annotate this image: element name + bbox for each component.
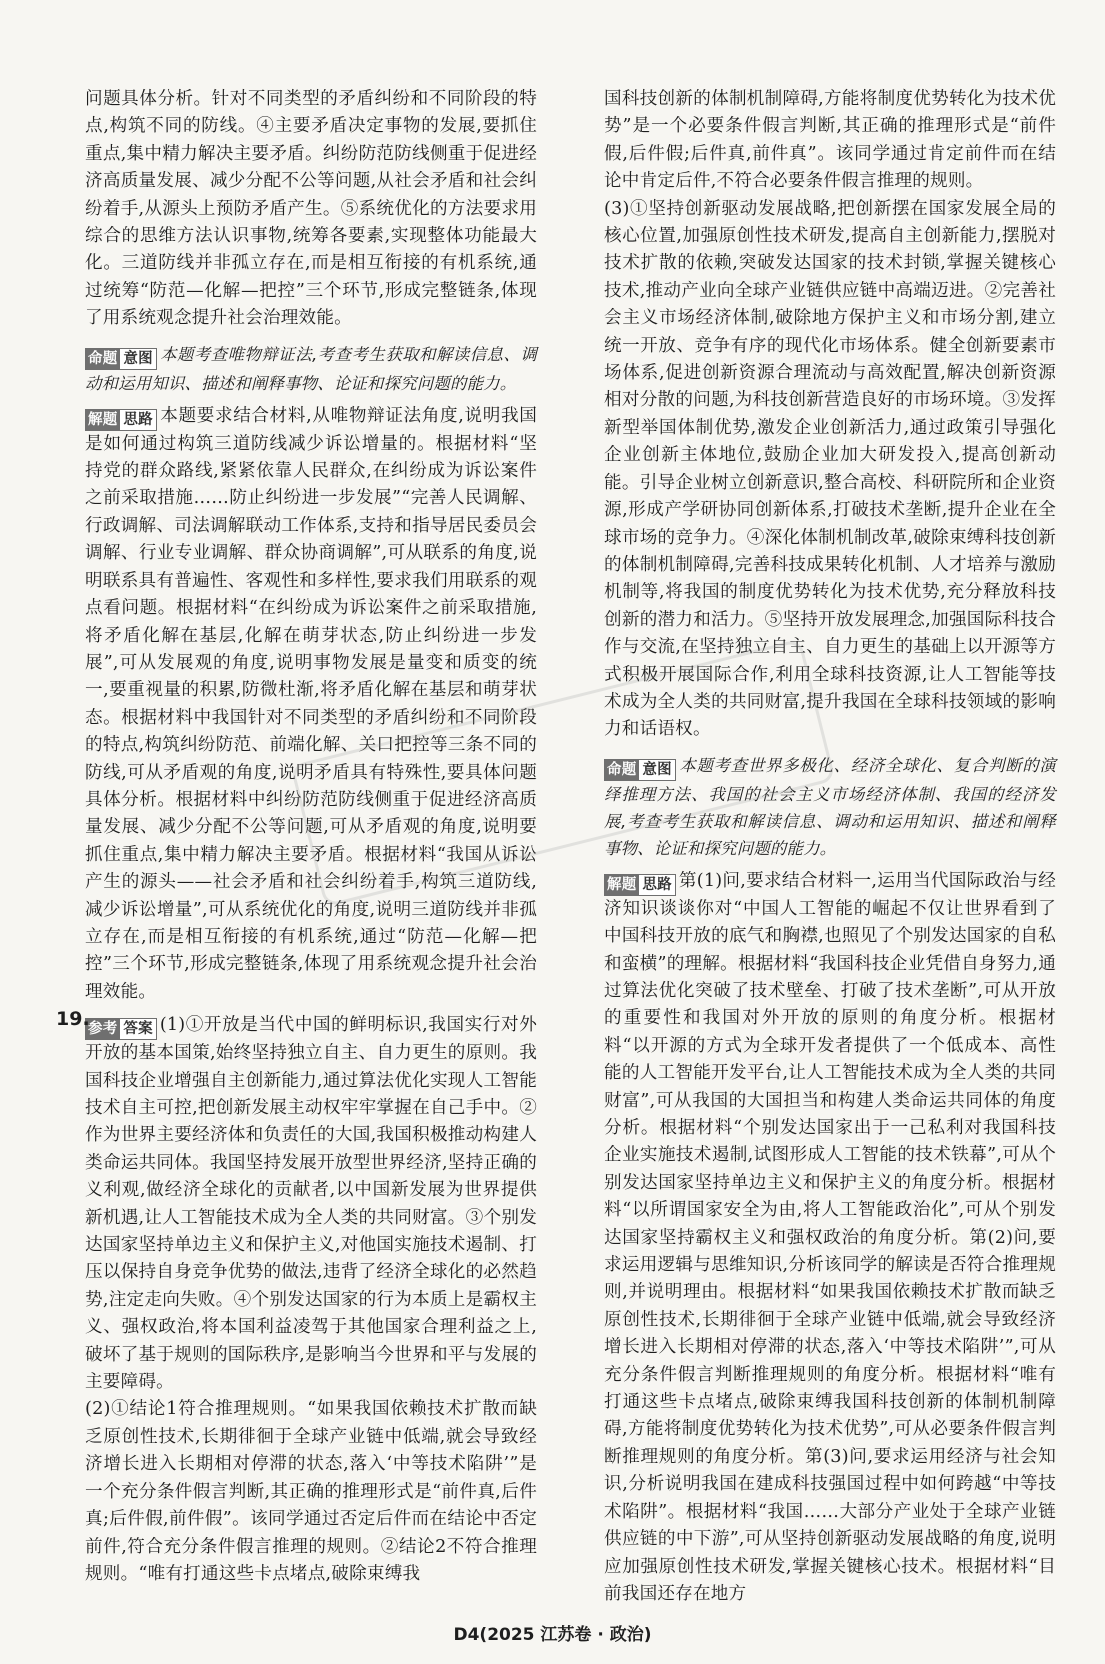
solution-approach-label: 解题 思路 (604, 874, 676, 896)
right-column (604, 86, 1056, 1608)
solution-approach-paragraph: 解题 思路 第(1)问,要求结合材料一,运用当代国际政治与经济知识谈谈你对“中国人工智能的崛起不仅让世界看到了中国科技开放的底气和胸襟,也照见了个别发达国家的自私和蛮横”的理解。根据材料“我国科技企业凭借自身努力,通过算法优化突破了技术壁垒、打破了技术垄断”,可从开放的重要性和我国对外开放的原则的角度分析。根据材料“以开源的方式为全球开发者提供了一个低成本、高性能的人工智能开发平台,让人工智能技术成为全人类的共同财富”,可从我国的大国担当和构建人类命运共同体的角度分析。根据材料“个别发达国家出于一己私利对我国科技企业实施技术遏制,试图形成人工智能的技术铁幕”,可从个别发达国家坚持单边主义和保护主义的角度分析。根据材料“以所谓国家安全为由,将人工智能政治化”,可从个别发达国家坚持霸权主义和强权政治的角度分析。第(2)问,要求运用逻辑与思维知识,分析该同学的解读是否符合推理规则,并说明理由。根据材料“如果我国依赖技术扩散而缺乏原创性技术,长期徘徊于全球产业链中低端,就会导致经济增长进入长期相对停滞的状态,落入‘中等技术陷阱’”,可从充分条件假言判断推理规则的角度分析。根据材料“唯有打通这些卡点堵点,破除束缚我国科技创新的体制机制障碍,方能将制度优势转化为技术优势”,可从必要条件假言判断推理规则的角度分析。第(3)问,要求运用经济与社会知识,分析说明我国在建成科技强国过程中如何跨越“中等技术陷阱”。根据材料“我国……大部分产业处于全球产业链供应链的中下游”,可从坚持创新驱动发展战略的角度,说明应加强原创性技术研发,掌握关键核心技术。根据材料“目前我国还存在地方 (604, 870, 1056, 1604)
reference-answer-part1: 参考 答案 (1)①开放是当代中国的鲜明标识,我国实行对外开放的基本国策,始终坚持独立自主、自力更生的原则。我国科技企业增强自主创新能力,通过算法优化实现人工智能技术自主可控,把创新发展主动权牢牢掌握在自己手中。②作为世界主要经济体和负责任的大国,我国积极推动构建人类命运共同体。我国坚持发展开放型世界经济,坚持正确的义利观,做经济全球化的贡献者,以中国新发展为世界提供新机遇,让人工智能技术成为全人类的共同财富。③个别发达国家坚持单边主义和保护主义,对他国实施技术遏制、打压以保持自身竞争优势的做法,违背了经济全球化的必然趋势,注定走向失败。④个别发达国家的行为本质上是霸权主义、强权政治,将本国利益凌驾于其他国家合理利益之上,破坏了基于规则的国际秩序,是影响当今世界和平与发展的主要障碍。 (85, 1015, 537, 1393)
question-number: 19. (56, 1008, 90, 1030)
reference-answer-label: 参考 答案 (85, 1018, 157, 1040)
reference-answer-part2-continued: 国科技创新的体制机制障碍,方能将制度优势转化为技术优势”是一个必要条件假言判断,其正确的推理形式是“前件假,后件假;后件真,前件真”。该同学通过肯定前件而在结论中肯定后件,不符合必要条件假言推理的规则。 (604, 89, 1056, 192)
question-intent-label: 命题 意图 (85, 348, 157, 370)
analysis-paragraph: 问题具体分析。针对不同类型的矛盾纠纷和不同阶段的特点,构筑不同的防线。④主要矛盾决定事物的发展,要抓住重点,集中精力解决主要矛盾。纠纷防范防线侧重于促进经济高质量发展、减少分配不公等问题,从社会矛盾和社会纠纷着手,从源头上预防矛盾产生。⑤系统优化的方法要求用综合的思维方法认识事物,统筹各要素,实现整体功能最大化。三道防线并非孤立存在,而是相互衔接的有机系统,通过统筹“防范—化解—把控”三个环节,形成完整链条,体现了用系统观念提升社会治理效能。 (85, 89, 537, 329)
page-footer: D4(2025 江苏卷 · 政治) (453, 1625, 652, 1645)
solution-approach-label: 解题 思路 (85, 409, 157, 431)
solution-approach-paragraph: 解题 思路 本题要求结合材料,从唯物辩证法角度,说明我国是如何通过构筑三道防线减少诉讼增量的。根据材料“坚持党的群众路线,紧紧依靠人民群众,在纠纷成为诉讼案件之前采取措施……防止纠纷进一步发展”“完善人民调解、行政调解、司法调解联动工作体系,支持和指导居民委员会调解、行业专业调解、群众协商调解”,可从联系的角度,说明联系具有普遍性、客观性和多样性,要求我们用联系的观点看问题。根据材料“在纠纷成为诉讼案件之前采取措施,将矛盾化解在基层,化解在萌芽状态,防止纠纷进一步发展”,可从发展观的角度,说明事物发展是量变和质变的统一,要重视量的积累,防微杜渐,将矛盾化解在基层和萌芽状态。根据材料中我国针对不同类型的矛盾纠纷和不同阶段的特点,构筑纠纷防范、前端化解、关口把控等三条不同的防线,可从矛盾观的角度,说明矛盾具有特殊性,要具体问题具体分析。根据材料中纠纷防范防线侧重于促进经济高质量发展、减少分配不公等问题,可从矛盾观的角度,说明要抓住重点,集中精力解决主要矛盾。根据材料“我国从诉讼产生的源头——社会矛盾和社会纠纷着手,构筑三道防线,减少诉讼增量”,可从系统优化的角度,说明三道防线并非孤立存在,而是相互衔接的有机系统,通过“防范—化解—把控”三个环节,形成完整链条,体现了用系统观念提升社会治理效能。 (85, 405, 537, 1002)
question-intent-note: 命题 意图 本题考查世界多极化、经济全球化、复合判断的演绎推理方法、我国的社会主义市场经济体制、我国的经济发展,考查考生获取和解读信息、调动和运用知识、描述和阐释事物、论证和探究问题的能力。 (604, 755, 1056, 858)
reference-answer-part3: (3)①坚持创新驱动发展战略,把创新摆在国家发展全局的核心位置,加强原创性技术研发,提高自主创新能力,摆脱对技术扩散的依赖,突破发达国家的技术封锁,掌握关键核心技术,推动产业向全球产业链供应链中高端迈进。②完善社会主义市场经济体制,破除地方保护主义和市场分割,建立统一开放、竞争有序的现代化市场体系。健全创新要素市场体系,促进创新资源合理流动与高效配置,解决创新资源相对分散的问题,为科技创新营造良好的市场环境。③发挥新型举国体制优势,激发企业创新活力,通过政策引导强化企业创新主体地位,鼓励企业加大研发投入,提高创新动能。引导企业树立创新意识,整合高校、科研院所和企业资源,形成产学研协同创新体系,打破技术垄断,提升企业在全球市场的竞争力。④深化体制机制改革,破除束缚科技创新的体制机制障碍,完善科技成果转化机制、人才培养与激励机制等,将我国的制度优势转化为技术优势,充分释放科技创新的潜力和活力。⑤坚持开放发展理念,加强国际科技合作与交流,在坚持独立自主、自力更生的基础上以开源等方式积极开展国际合作,利用全球科技资源,让人工智能等技术成为全人类的共同财富,提升我国在全球科技领域的影响力和话语权。 (604, 198, 1056, 740)
question-intent-note: 命题 意图 本题考查唯物辩证法,考查考生获取和解读信息、调动和运用知识、描述和阐释事物、论证和探究问题的能力。 (85, 344, 537, 393)
reference-answer-part2: (2)①结论1符合推理规则。“如果我国依赖技术扩散而缺乏原创性技术,长期徘徊于全球产业链中低端,就会导致经济增长进入长期相对停滞的状态,落入‘中等技术陷阱’”是一个充分条件假言判断,其正确的推理形式是“前件真,后件真;后件假,前件假”。该同学通过否定后件而在结论中否定前件,符合充分条件假言推理的规则。②结论2不符合推理规则。“唯有打通这些卡点堵点,破除束缚我 (85, 1399, 537, 1584)
question-intent-label: 命题 意图 (604, 759, 676, 781)
left-column (85, 86, 537, 1588)
